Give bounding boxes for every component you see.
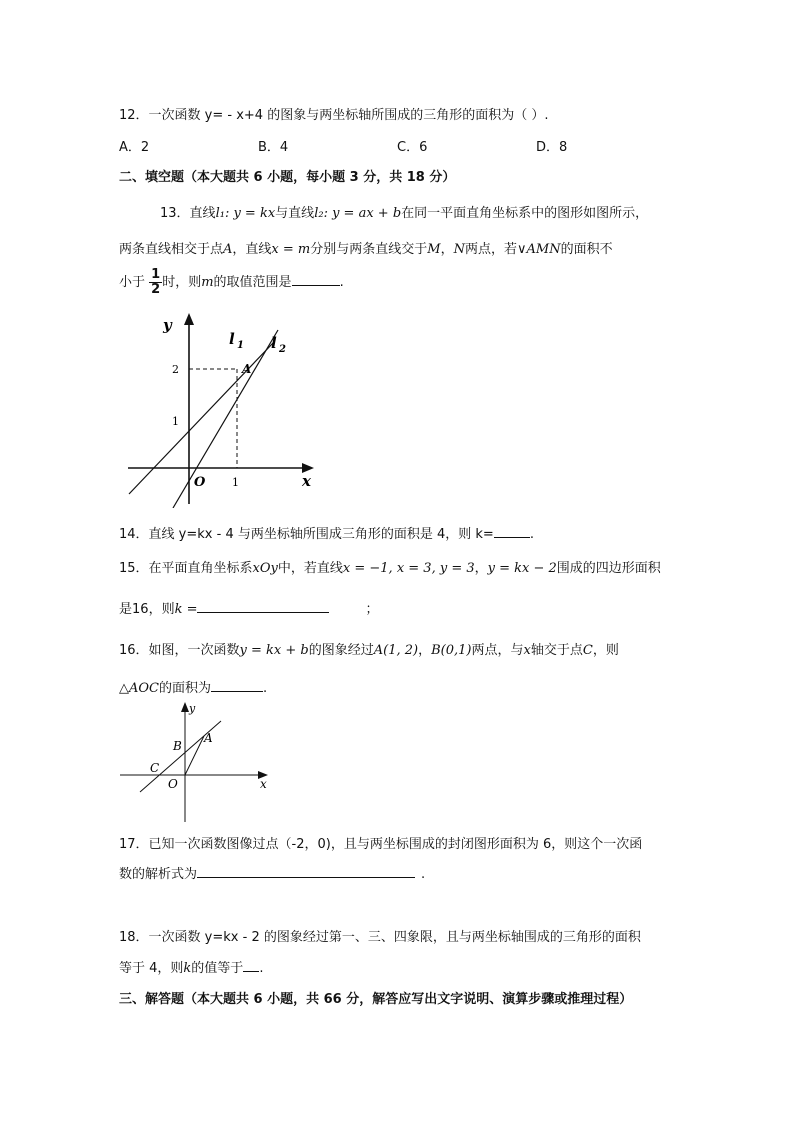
q13-text: 在同一平面直角坐标系中的图形如图所示， [401, 206, 649, 221]
q14-answer-blank[interactable] [494, 537, 530, 538]
q16-text: 的图象经过 [308, 643, 374, 658]
y-axis-arrow [181, 702, 189, 712]
q16-point-b: B(0,1) [431, 643, 472, 658]
q12-stem: 12．一次函数 y= - x+4 的图象与两坐标轴所围成的三角形的面积为（ ）. [119, 108, 549, 123]
q13-end: . [339, 275, 344, 290]
q15-line-2 [119, 598, 379, 617]
q17-line-2 [119, 863, 425, 882]
q15-answer-blank[interactable] [197, 612, 329, 613]
q16-text: 16．如图，一次函数 [119, 643, 240, 658]
q17-end: . [421, 867, 426, 882]
x-axis-label: x [302, 472, 311, 490]
q15-eqs: x = −1, x = 3, y = 3 [342, 561, 475, 576]
q17-text: 数的解析式为 [119, 867, 198, 882]
q13-figure [118, 308, 328, 508]
l1-label: l [229, 330, 235, 348]
point-b-label: B [173, 739, 182, 753]
q13-m: m [201, 275, 214, 290]
origin-label: O [168, 777, 178, 791]
q15-text: 中，若直线 [277, 561, 343, 576]
fraction-denominator: 2 [151, 282, 161, 297]
point-c-label: C [150, 761, 160, 775]
q18-k: k [183, 961, 192, 976]
q14-text: 14．直线 y=kx - 4 与两坐标轴所围成三角形的面积是 4，则 k= [119, 527, 494, 542]
q13-text: 时，则 [162, 275, 202, 290]
q15-k: k = [174, 602, 198, 617]
q16-text: 的面积为 [159, 681, 212, 696]
q13-text: ，直线 [232, 242, 272, 257]
q17-answer-blank[interactable] [197, 877, 415, 878]
q16-line-2 [119, 677, 267, 696]
l1-subscript: 1 [237, 340, 244, 351]
point-a-label: A [204, 731, 213, 745]
q18-text: 等于 4，则 [119, 961, 184, 976]
q13-l1: l₁ [215, 206, 225, 221]
q13-l2: l₂ [314, 206, 324, 221]
q12-option-a: A．2 [119, 140, 150, 155]
q13-eq2: : y = ax + b [323, 206, 402, 221]
q15-end: ； [365, 602, 379, 617]
q13-text: 两点，若 [464, 242, 517, 257]
q18-line-2 [119, 957, 263, 976]
q12-option-c: C．6 [397, 140, 428, 155]
line-l2 [129, 343, 273, 494]
q18-end: . [259, 961, 264, 976]
q13-eq1: : y = kx [224, 206, 276, 221]
q16-triangle: △AOC [119, 681, 159, 696]
q13-number: 13． [160, 206, 190, 221]
l2-subscript: 2 [279, 344, 286, 355]
q13-point-a: A [223, 242, 233, 257]
q13-text: ， [440, 242, 454, 257]
q13-line-3 [119, 268, 344, 297]
q13-text: 分别与两条直线交于 [310, 242, 428, 257]
q12-option-b: B．4 [258, 140, 289, 155]
q15-area: 16 [132, 602, 149, 617]
y-axis-label: y [189, 702, 196, 715]
q18-text: 的值等于 [191, 961, 244, 976]
q15-eq4: y = kx − 2 [487, 561, 557, 576]
q15-xoy: xOy [252, 561, 278, 576]
q16-point-a: A(1, 2) [373, 643, 419, 658]
q13-point-m: M [427, 242, 441, 257]
q18-answer-blank[interactable] [243, 971, 259, 972]
q13-line-2 [119, 238, 613, 257]
q12-option-d: D．8 [536, 140, 568, 155]
q16-text: 轴交于点 [530, 643, 583, 658]
q16-text: 两点，与 [471, 643, 524, 658]
q13-text: 的取值范围是 [213, 275, 292, 290]
q15-text: ， [474, 561, 488, 576]
y-axis-arrow [184, 313, 194, 325]
tick-label-y1: 1 [172, 415, 179, 428]
tick-label-x1: 1 [232, 476, 239, 489]
q13-fraction [149, 268, 162, 297]
q15-text: 围成的四边形面积 [556, 561, 661, 576]
q16-text: ， [418, 643, 432, 658]
section-2-heading: 二、填空题（本大题共 6 小题，每小题 3 分，共 18 分） [119, 170, 456, 185]
q15-text: 15．在平面直角坐标系 [119, 561, 253, 576]
q16-text: ，则 [592, 643, 619, 658]
segment-o-a [185, 736, 204, 775]
q18-line-1: 18．一次函数 y=kx - 2 的图象经过第一、三、四象限，且与两坐标轴围成的三角形的面积 [119, 930, 641, 945]
q16-x: x [523, 643, 531, 658]
q17-line-1: 17．已知一次函数图像过点（-2，0)，且与两坐标围成的封闭图形面积为 6，则这个一次函 [119, 837, 643, 852]
q15-line-1 [119, 557, 661, 576]
q15-text: 是 [119, 602, 133, 617]
q16-eq: y = kx + b [239, 643, 309, 658]
q14-end: . [529, 527, 534, 542]
q16-end: . [263, 681, 268, 696]
q13-triangle: ∨AMN [516, 242, 561, 257]
q13-text: 直线 [189, 206, 216, 221]
q16-figure [118, 698, 278, 824]
q13-line-1 [160, 202, 648, 221]
y-axis-label: y [163, 316, 172, 334]
q13-eq3: x = m [271, 242, 311, 257]
section-3-heading: 三、解答题（本大题共 6 小题，共 66 分，解答应写出文字说明、演算步骤或推理过程） [119, 992, 633, 1007]
q13-text: 两条直线相交于点 [119, 242, 224, 257]
q16-answer-blank[interactable] [211, 691, 263, 692]
q15-text: ，则 [148, 602, 175, 617]
tick-label-y2: 2 [172, 363, 179, 376]
x-axis-label: x [260, 777, 267, 791]
origin-label: O [194, 475, 206, 490]
q13-text: 的面积不 [560, 242, 613, 257]
q13-answer-blank[interactable] [292, 285, 340, 286]
q16-point-c: C [582, 643, 593, 658]
l2-label: l [271, 334, 277, 352]
q16-line-1 [119, 639, 619, 658]
q13-text: 与直线 [275, 206, 315, 221]
point-a-label: A [242, 362, 252, 376]
q14 [119, 523, 534, 542]
q13-point-n: N [453, 242, 465, 257]
fraction-numerator: 1 [151, 267, 161, 282]
q13-text: 小于 [119, 275, 146, 290]
